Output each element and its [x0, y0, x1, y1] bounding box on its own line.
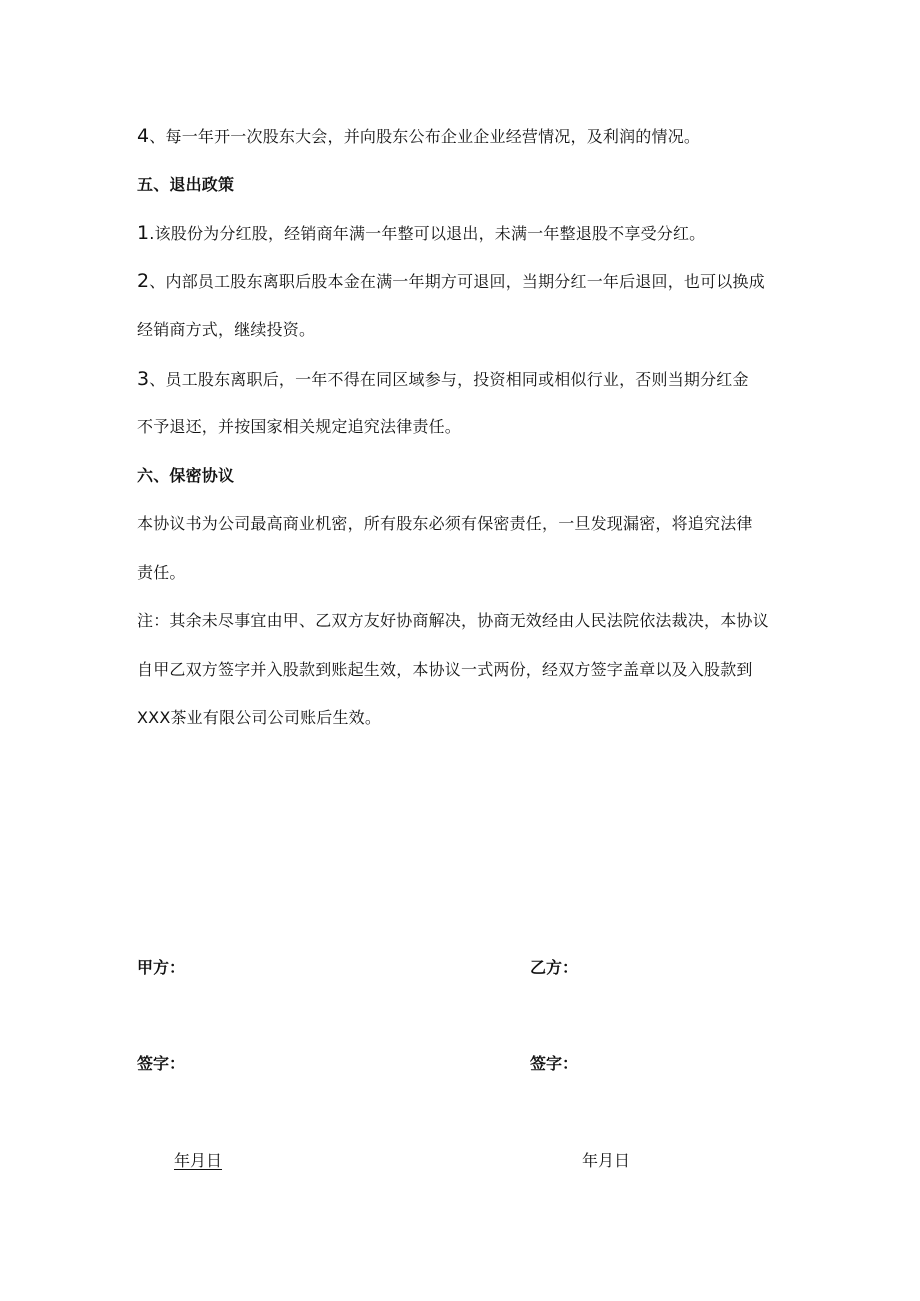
- clause-4-number: 4: [137, 125, 150, 147]
- section-5-title: 五、退出政策: [137, 175, 235, 194]
- clause-5-1-number: 1: [137, 222, 150, 244]
- date-a: 年月日: [174, 1151, 223, 1170]
- clause-4-text: 、每一年开一次股东大会，并向股东公布企业企业经营情况，及利润的情况。: [149, 127, 701, 146]
- note-line-1: 注：其余未尽事宜由甲、乙双方友好协商解决，协商无效经由人民法院依法裁决，本协议: [137, 611, 769, 630]
- clause-5-3-number: 3: [137, 368, 150, 390]
- clause-5-2-line-2: 经销商方式，继续投资。: [137, 320, 316, 339]
- clause-4: [137, 125, 787, 148]
- date-b: 年月日: [582, 1151, 631, 1170]
- clause-5-3-text-a: 、员工股东离职后，一年不得在同区域参与，投资相同或相似行业，否则当期分红金: [149, 370, 749, 389]
- note-line-3: XXX茶业有限公司公司账后生效。: [137, 708, 382, 727]
- party-b-label: 乙方：: [530, 958, 579, 977]
- clause-5-2-text-a: 、内部员工股东离职后股本金在满一年期方可退回，当期分红一年后退回，也可以换成: [149, 272, 765, 291]
- note-line-2: 自甲乙双方签字并入股款到账起生效，本协议一式两份，经双方签字盖章以及入股款到: [137, 660, 753, 679]
- section-6-text-line-2: 责任。: [137, 563, 186, 582]
- sign-b-label: 签字：: [530, 1054, 579, 1073]
- clause-5-3-line-2: 不予退还，并按国家相关规定追究法律责任。: [137, 417, 462, 436]
- clause-5-1-text: .该股份为分红股，经销商年满一年整可以退出，未满一年整退股不享受分红。: [149, 224, 706, 243]
- section-6-title: 六、保密协议: [137, 466, 235, 485]
- sign-a-label: 签字：: [137, 1054, 186, 1073]
- clause-5-2-line-1: [137, 270, 787, 293]
- clause-5-2-number: 2: [137, 270, 150, 292]
- clause-5-3-line-1: [137, 368, 787, 391]
- section-6-text-line-1: 本协议书为公司最高商业机密，所有股东必须有保密责任，一旦发现漏密，将追究法律: [137, 514, 753, 533]
- party-a-label: 甲方：: [137, 958, 186, 977]
- clause-5-1: [137, 222, 787, 245]
